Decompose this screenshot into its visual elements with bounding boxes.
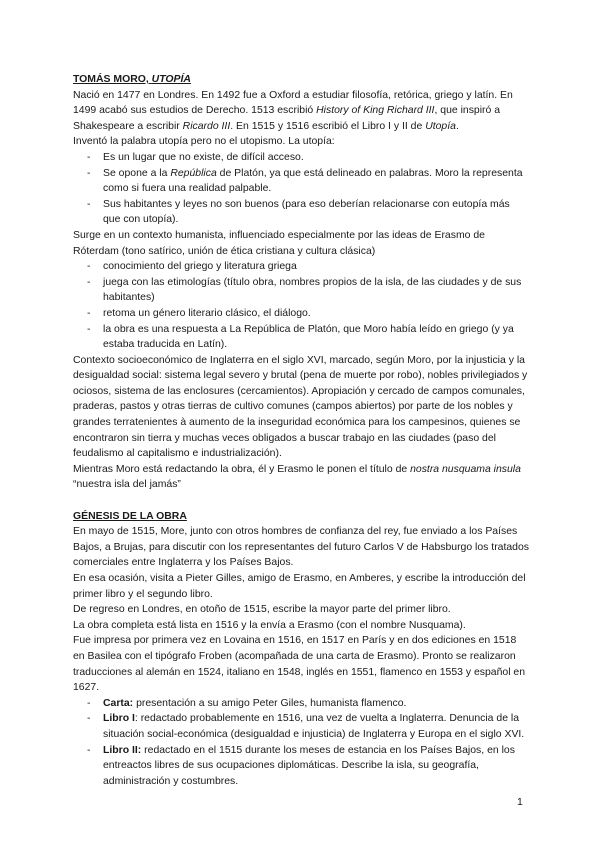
list-item: - la obra es una respuesta a La República de Platón, que Moro había leído en griego (y ya estaba traducida en Latín).: [103, 322, 529, 353]
paragraph-socioeconomic-context: Contexto socioeconómico de Inglaterra en el siglo XVI, marcado, según Moro, por la injusticia y la desigualdad social: sistema legal severo y brutal (pena de muerte por robo), nobles privilegiados y ociosos, sistema de las enclosures (cercamientos). Apropiación y cercado de campos comunales, praderas, pastos y otras tierras de cultivo comunes (campos abiertos) por parte de los nobles y grandes terratenientes à aumento de la inseguridad económica para los campesinos, quienes se encontraron sin tierra y muchas veces obligados a buscar trabajo en las ciudades (paso del feudalismo al capitalismo e industrialización).: [73, 354, 528, 460]
list-item: - conocimiento del griego y literatura griega: [103, 259, 529, 275]
section-title-tomas-moro: TOMÁS MORO, UTOPÍA: [73, 74, 191, 85]
list-item: - Se opone a la República de Platón, ya que está delineado en palabras. Moro la representa como si fuera una realidad palpable.: [103, 166, 529, 197]
list-item-carta: - Carta: presentación a su amigo Peter Giles, humanista flamenco.: [103, 696, 529, 712]
list-item: - retoma un género literario clásico, el diálogo.: [103, 306, 529, 322]
paragraph-biography: Nació en 1477 en Londres. En 1492 fue a Oxford a estudiar filosofía, retórica, griego y latín. En 1499 acabó sus estudios de Derecho. 1513 escribió History of King Richard III, que inspiró a Shakespeare a escribir Ricardo III. En 1515 y 1516 escribió el Libro I y II de Utopía.: [73, 89, 513, 132]
list-item-libro-2: - Libro II: redactado en el 1515 durante los meses de estancia en los Países Bajos, en los entreactos libres de sus ocupaciones diplomáticas. Describe la isla, su geografía, administración y costumbres.: [103, 743, 529, 790]
paragraph-genesis: En esa ocasión, visita a Pieter Gilles, amigo de Erasmo, en Amberes, y escribe la introducción del primer libro y el segundo libro.: [73, 573, 526, 600]
paragraph-genesis: Fue impresa por primera vez en Lovaina en 1516, en 1517 en París y en dos ediciones en 1518 en Basilea con el tipógrafo Froben (acompañada de una carta de Erasmo). Pronto se realizaron traducciones al alemán en 1524, italiano en 1548, inglés en 1551, flamenco en 1553 y español en 1627.: [73, 635, 526, 694]
erasmus-influence-list: [73, 259, 529, 353]
section-spacer: [73, 493, 529, 509]
paragraph-genesis: La obra completa está lista en 1516 y la envía a Erasmo (con el nombre Nusquama).: [73, 619, 466, 631]
utopia-features-list: [73, 150, 529, 228]
list-item: - Es un lugar que no existe, de difícil acceso.: [103, 150, 529, 166]
list-item: - Sus habitantes y leyes no son buenos (para eso deberían relacionarse con eutopía más que con utopía).: [103, 197, 529, 228]
list-item: - juega con las etimologías (título obra, nombres propios de la isla, de las ciudades y de sus habitantes): [103, 275, 529, 306]
page-number: 1: [517, 796, 523, 808]
paragraph-title-origin: Mientras Moro está redactando la obra, él y Erasmo le ponen el título de nostra nusquama insula “nuestra isla del jamás”: [73, 463, 521, 491]
document-body: [73, 72, 529, 789]
work-structure-list: [73, 696, 529, 790]
paragraph-utopia-intro: Inventó la palabra utopía pero no el utopismo. La utopía:: [73, 136, 335, 148]
paragraph-humanist-context: Surge en un contexto humanista, influenciado especialmente por las ideas de Erasmo de Róterdam (tono satírico, unión de ética cristiana y cultura clásica): [73, 229, 485, 257]
list-item-libro-1: - Libro I: redactado probablemente en 1516, una vez de vuelta a Inglaterra. Denuncia de la situación social-económica (desigualdad e injusticia) de Inglaterra y Europa en el siglo XVI.: [103, 711, 529, 742]
paragraph-genesis: De regreso en Londres, en otoño de 1515, escribe la mayor parte del primer libro.: [73, 604, 451, 616]
paragraph-genesis: En mayo de 1515, More, junto con otros hombres de confianza del rey, fue enviado a los Países Bajos, a Brujas, para discutir con los representantes del futuro Carlos V de Habsburgo los tratados comerciales entre Inglaterra y los Países Bajos.: [73, 526, 530, 569]
section-title-genesis: GÉNESIS DE LA OBRA: [73, 510, 187, 522]
